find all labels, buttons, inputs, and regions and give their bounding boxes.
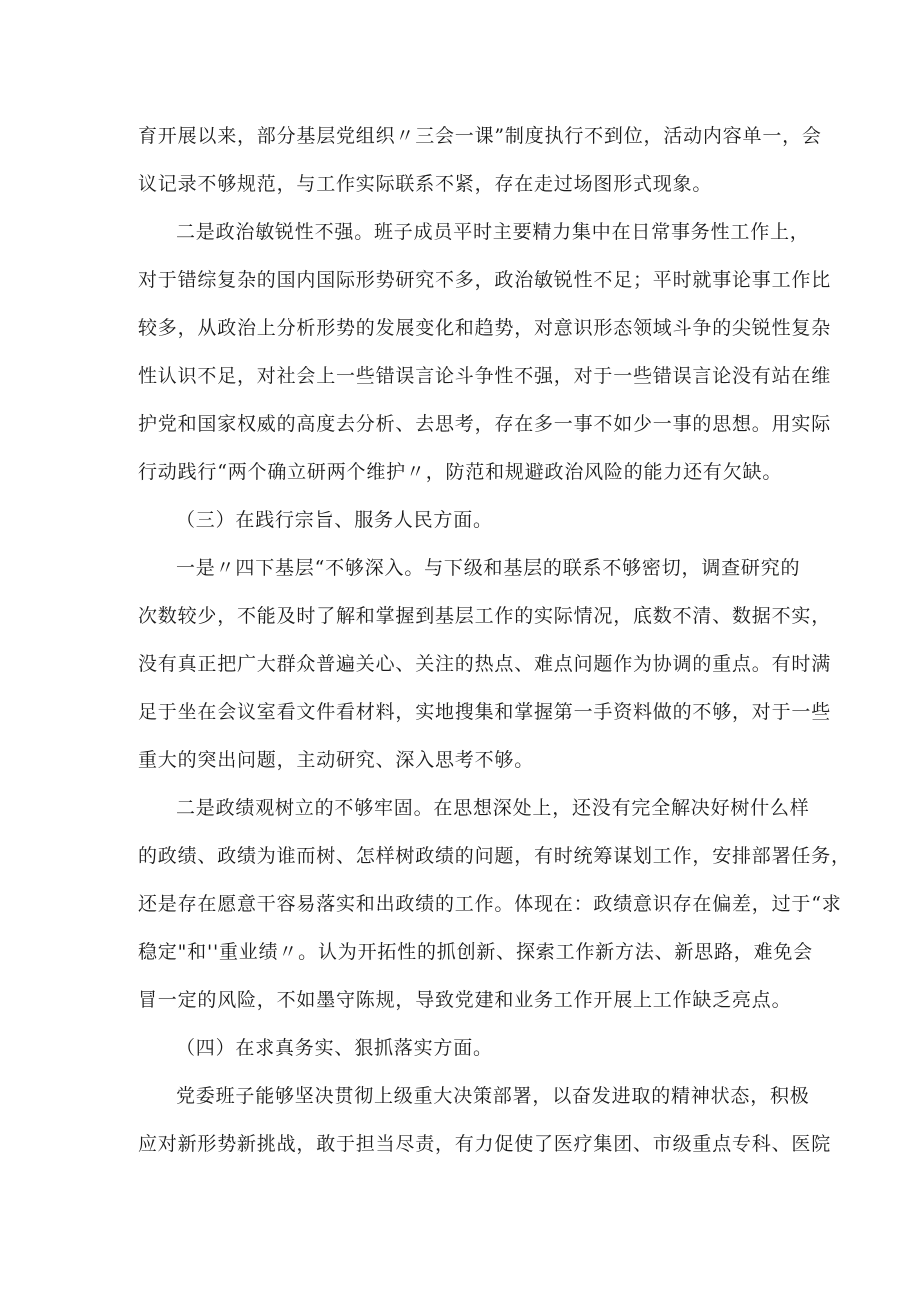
paragraph-implementation xyxy=(138,1072,832,1168)
text-line: 性认识不足，对社会上一些错误言论斗争性不强，对于一些错误言论没有站在维 xyxy=(138,365,832,387)
paragraph-grassroots xyxy=(138,544,832,784)
text-line: 对于错综复杂的国内国际形势研究不多，政治敏锐性不足；平时就事论事工作比 xyxy=(138,269,832,291)
text-line: 次数较少，不能及时了解和掌握到基层工作的实际情况，底数不清、数据不实， xyxy=(138,605,832,627)
text-line: 议记录不够规范，与工作实际联系不紧，存在走过场图形式现象。 xyxy=(138,173,713,195)
document-page xyxy=(138,112,851,1168)
text-line: 应对新形势新挑战，敢于担当尽责，有力促使了医疗集团、市级重点专科、医院 xyxy=(138,1133,832,1155)
text-line: 一是〃四下基层“不够深入。与下级和基层的联系不够密切，调查研究的 xyxy=(176,557,801,579)
text-line: 二是政治敏锐性不强。班子成员平时主要精力集中在日常事务性工作上， xyxy=(176,221,810,243)
text-line: 稳定"和''重业绩〃。认为开拓性的抓创新、探索工作新方法、新思路，难免会 xyxy=(138,941,813,963)
text-line: 还是存在愿意干容易落实和出政绩的工作。体现在：政绩意识存在偏差，过于“求 xyxy=(138,893,842,915)
text-line: 足于坐在会议室看文件看材料，实地搜集和掌握第一手资料做的不够，对于一些 xyxy=(138,701,832,723)
text-line: 重大的突出问题，主动研究、深入思考不够。 xyxy=(138,749,535,771)
text-line: 冒一定的风险，不如墨守陈规，导致党建和业务工作开展上工作缺乏亮点。 xyxy=(138,989,792,1011)
paragraph-performance-view xyxy=(138,784,851,1024)
text-line: 的政绩、政绩为谁而树、怎样树政绩的问题，有时统筹谋划工作，安排部署任务， xyxy=(138,845,851,867)
text-line: 二是政绩观树立的不够牢固。在思想深处上，还没有完全解决好树什么样 xyxy=(176,797,810,819)
paragraph-political-sensitivity xyxy=(138,208,832,496)
text-line: 育开展以来，部分基层党组织〃三会一课”制度执行不到位，活动内容单一，会 xyxy=(138,125,822,147)
text-line: 护党和国家权威的高度去分析、去思考，存在多一事不如少一事的思想。用实际 xyxy=(138,413,832,435)
text-line: 较多，从政治上分析形势的发展变化和趋势，对意识形态领域斗争的尖锐性复杂 xyxy=(138,317,832,339)
section-heading-4: （四）在求真务实、狠抓落实方面。 xyxy=(176,1037,493,1059)
text-line: 党委班子能够坚决贯彻上级重大决策部署，以奋发进取的精神状态，积极 xyxy=(176,1085,810,1107)
text-line: 没有真正把广大群众普遍关心、关注的热点、难点问题作为协调的重点。有时满 xyxy=(138,653,832,675)
paragraph-continuation xyxy=(138,112,822,208)
text-line: 行动践行“两个确立研两个维护〃，防范和规避政治风险的能力还有欠缺。 xyxy=(138,461,783,483)
section-heading-3: （三）在践行宗旨、服务人民方面。 xyxy=(176,509,493,531)
